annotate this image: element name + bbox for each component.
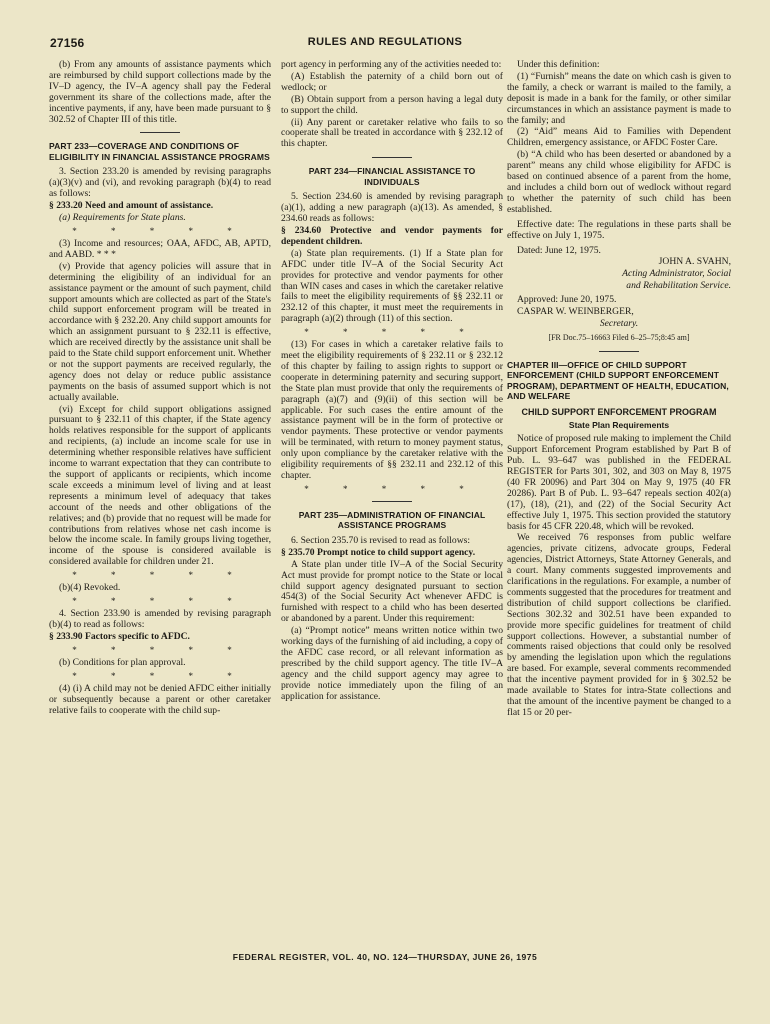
paragraph: (A) Establish the paternity of a child born out of wedlock; or bbox=[281, 70, 503, 93]
page-number: 27156 bbox=[50, 36, 85, 50]
subheading: State Plan Requirements bbox=[568, 420, 670, 431]
paragraph: (B) Obtain support from a person having a legal duty to support the child. bbox=[281, 93, 503, 116]
dated-line: Dated: June 12, 1975. bbox=[517, 244, 601, 256]
paragraph: Under this definition: bbox=[517, 59, 600, 70]
part-heading: PART 234—FINANCIAL ASSISTANCE TO INDIVIDUALS bbox=[308, 166, 476, 187]
paragraph: We received 76 responses from public welfare agencies, private citizens, advocate groups, Federal agencies, District Attorneys, State Attorney Generals, and a court. Many comments suggested improvements and clarifications in the regulations. For example, a number of comments suggested that the procedures for treatment and distribution of child support collections be clarified. Sections 302.32 and 302.51 have been expanded to provide more specific guidelines for treatment of child support collections. However, a substantial number of comments raised objections that could only be resolved by amending the legislation upon which the regulations are based. For example, several comments recommended that the incentive payment provided for in § 302.52 be made available to States for intra-State collections and that the amount of the incentive payment be changed to a flat 15 or 20 per- bbox=[507, 532, 731, 718]
ellipsis-stars: * * * * * bbox=[72, 225, 248, 236]
signer-title: Secretary. bbox=[599, 317, 639, 329]
column-3 bbox=[507, 60, 731, 720]
section-heading: § 235.70 Prompt notice to child support agency. bbox=[281, 546, 476, 558]
column-1 bbox=[49, 60, 271, 717]
paragraph: 4. Section 233.90 is amended by revising paragraph (b)(4) to read as follows: bbox=[49, 608, 271, 630]
part-heading: PART 235—ADMINISTRATION OF FINANCIAL ASSISTANCE PROGRAMS bbox=[298, 509, 486, 531]
paragraph: (a) State plan requirements. (1) If a State plan for AFDC under title IV–A of the Social Security Act provides for protective and vendor payments for other than WIN cases and cases in which the caretaker relative fails to meet the eligibility requirements of §§ 232.11 or 232.12 of this chapter, it must meet the requirements in paragraph (a)(2) through (11) of this section. bbox=[281, 247, 503, 325]
divider bbox=[372, 157, 412, 158]
ellipsis-stars: * * * * * bbox=[304, 327, 480, 338]
paragraph: (1) “Furnish” means the date on which cash is given to the family, a check or warrant is mailed to the family, a deposit is made in a bank for the family, or other similar circumstances in which an assistance payment is made to the family; and bbox=[507, 70, 731, 126]
part-heading: PART 233—COVERAGE AND CONDITIONS OF ELIGIBILITY IN FINANCIAL ASSISTANCE PROGRAMS bbox=[49, 141, 270, 162]
program-heading: CHILD SUPPORT ENFORCEMENT PROGRAM bbox=[521, 406, 717, 417]
divider bbox=[372, 501, 412, 502]
paragraph: (b) “A child who has been deserted or abandoned by a parent” means any child whose eligibility for AFDC is based on continued absence of a parent from the home, and includes a child born out of wedlock without regard to whether the paternity of such child has been established. bbox=[507, 149, 731, 215]
effective-date: Effective date: The regulations in these parts shall be effective on July 1, 1975. bbox=[507, 218, 731, 241]
ellipsis-stars: * * * * * bbox=[72, 670, 248, 681]
chapter-heading: CHAPTER III—OFFICE OF CHILD SUPPORT ENFORCEMENT (CHILD SUPPORT ENFORCEMENT PROGRAM), DEPARTMENT OF HEALTH, EDUCATION, AND WELFARE bbox=[507, 359, 729, 402]
approved-line: Approved: June 20, 1975. bbox=[517, 294, 617, 306]
signer-name: JOHN A. SVAHN, bbox=[658, 256, 731, 268]
ellipsis-stars: * * * * * bbox=[72, 570, 248, 581]
paragraph: Notice of proposed rule making to implement the Child Support Enforcement Program established by Part B of Pub. L. 93–647 was published in the FEDERAL REGISTER for Parts 301, 302, and 303 on May 8, 1975 (40 FR 20096) and Part 304 on May 9, 1975 (40 FR 20286). Part B of Pub. L. 93–647 repeals section 402(a)(17), (18), (21), and (22) of the Social Security Act effective July 1, 1975. This section provided the statutory basis for 45 CFR 220.48, which will be revoked. bbox=[507, 433, 731, 532]
divider bbox=[599, 351, 639, 352]
paragraph: (4) (i) A child may not be denied AFDC either initially or subsequently because a parent or other caretaker relative fails to cooperate with the child sup- bbox=[49, 682, 271, 716]
section-heading: § 233.90 Factors specific to AFDC. bbox=[49, 630, 190, 642]
paragraph: (3) Income and resources; OAA, AFDC, AB, APTD, and AABD. * * * bbox=[49, 237, 271, 260]
paragraph: (v) Provide that agency policies will assure that in determining the eligibility of an individual for an assistance payment or the amount of such payment, child support amounts which are collected as part of the State's child support enforcement program will be treated in accordance with § 232.20. Any child support amounts for which an assignment pursuant to § 232.11 is effective, which are received directly by the assistance unit shall be paid to the State child support enforcement unit. Whether or not the support payments are received regularly, the agency does not delay or reduce public assistance payments on the basis of assumed support which is not actually available. bbox=[49, 260, 271, 403]
ellipsis-stars: * * * * * bbox=[304, 483, 480, 494]
paragraph: (ii) Any parent or caretaker relative who fails to so cooperate shall be treated in accordance with § 232.12 of this chapter. bbox=[281, 116, 503, 150]
ellipsis-stars: * * * * * bbox=[72, 644, 248, 655]
paragraph: port agency in performing any of the activities needed to: bbox=[281, 59, 502, 70]
column-2 bbox=[281, 60, 503, 704]
paragraph: (2) “Aid” means Aid to Families with Dependent Children, emergency assistance, or AFDC Foster Care. bbox=[507, 126, 731, 149]
signer-name: CASPAR W. WEINBERGER, bbox=[517, 306, 634, 318]
section-heading: § 234.60 Protective and vendor payments for dependent children. bbox=[281, 224, 503, 247]
divider bbox=[140, 132, 180, 133]
paragraph: (b) From any amounts of assistance payments which are reimbursed by child support collections made by the IV–D agency, the IV–A agency shall pay the Federal government its share of the collections made, after the incentive payments, if any, have been made pursuant to § 302.52 of Chapter III of this title. bbox=[49, 59, 271, 125]
page-footer: FEDERAL REGISTER, VOL. 40, NO. 124—THURSDAY, JUNE 26, 1975 bbox=[232, 952, 538, 962]
paragraph: A State plan under title IV–A of the Social Security Act must provide for prompt notice to the State or local child support agency designated pursuant to section 454(3) of the Social Security Act whenever AFDC is furnished with respect to a child who has been deserted or abandoned by a parent. Under this requirement: bbox=[281, 558, 503, 625]
section-heading: § 233.20 Need and amount of assistance. bbox=[49, 200, 214, 212]
signer-title: and Rehabilitation Service. bbox=[626, 280, 731, 292]
signer-title: Acting Administrator, Social bbox=[622, 268, 731, 280]
paragraph: (a) Requirements for State plans. bbox=[59, 212, 186, 224]
paragraph: (a) “Prompt notice” means written notice within two working days of the furnishing of aid including, a copy of the AFDC case record, or all relevant information as prescribed by the child support agency. The title IV–A agency and the child support agency may agree to provide notice immediately upon the filing of an application for assistance. bbox=[281, 625, 503, 702]
paragraph: (b) Conditions for plan approval. bbox=[59, 656, 186, 668]
paragraph: (13) For cases in which a caretaker relative fails to meet the eligibility requirements of § 232.11 or § 232.12 of this chapter by failing to assign rights to support or cooperate in determining paternity and securing support, the State plan must provide that only the requirements of paragraph (a)(7) and (9)(ii) of this section will be applicable. For such cases the entire amount of the assistance payment will be in the form of protective or vendor payments. These protective or vendor payments will be terminated, with return to money payment status, only upon compliance by the caretaker relative with the eligibility requirements of §§ 232.11 and 232.12 of this chapter. bbox=[281, 339, 503, 481]
fr-doc-line: [FR Doc.75–16663 Filed 6–25–75;8:45 am] bbox=[548, 332, 690, 342]
running-header: RULES AND REGULATIONS bbox=[307, 36, 463, 48]
ellipsis-stars: * * * * * bbox=[72, 596, 248, 607]
paragraph: (b)(4) Revoked. bbox=[59, 582, 121, 594]
paragraph: 5. Section 234.60 is amended by revising paragraph (a)(1), adding a new paragraph (a)(13). As amended, § 234.60 reads as follows: bbox=[281, 191, 503, 225]
paragraph: 3. Section 233.20 is amended by revising paragraphs (a)(3)(v) and (vi), and revoking paragraph (b)(4) to read as follows: bbox=[49, 166, 271, 200]
paragraph: 6. Section 235.70 is revised to read as follows: bbox=[291, 534, 471, 546]
paragraph: (vi) Except for child support obligations assigned pursuant to § 232.11 of this chapter, if the State agency holds relatives responsible for the support of applicants and recipients, (a) include an income scale for use in determining whether responsible relatives have sufficient income to warrant expectation that they can contribute to the support of applicants or recipients, which income scale exceeds a minimum level of living and at least represents a minimum level of adequacy that takes account of the needs and other obligations of the relatives; and (b) provide that no request will be made for contributions from relatives whose net cash income is below the income scale. In family groups living together, income of the spouse is considered available is considered available for children under 21. bbox=[49, 403, 271, 568]
